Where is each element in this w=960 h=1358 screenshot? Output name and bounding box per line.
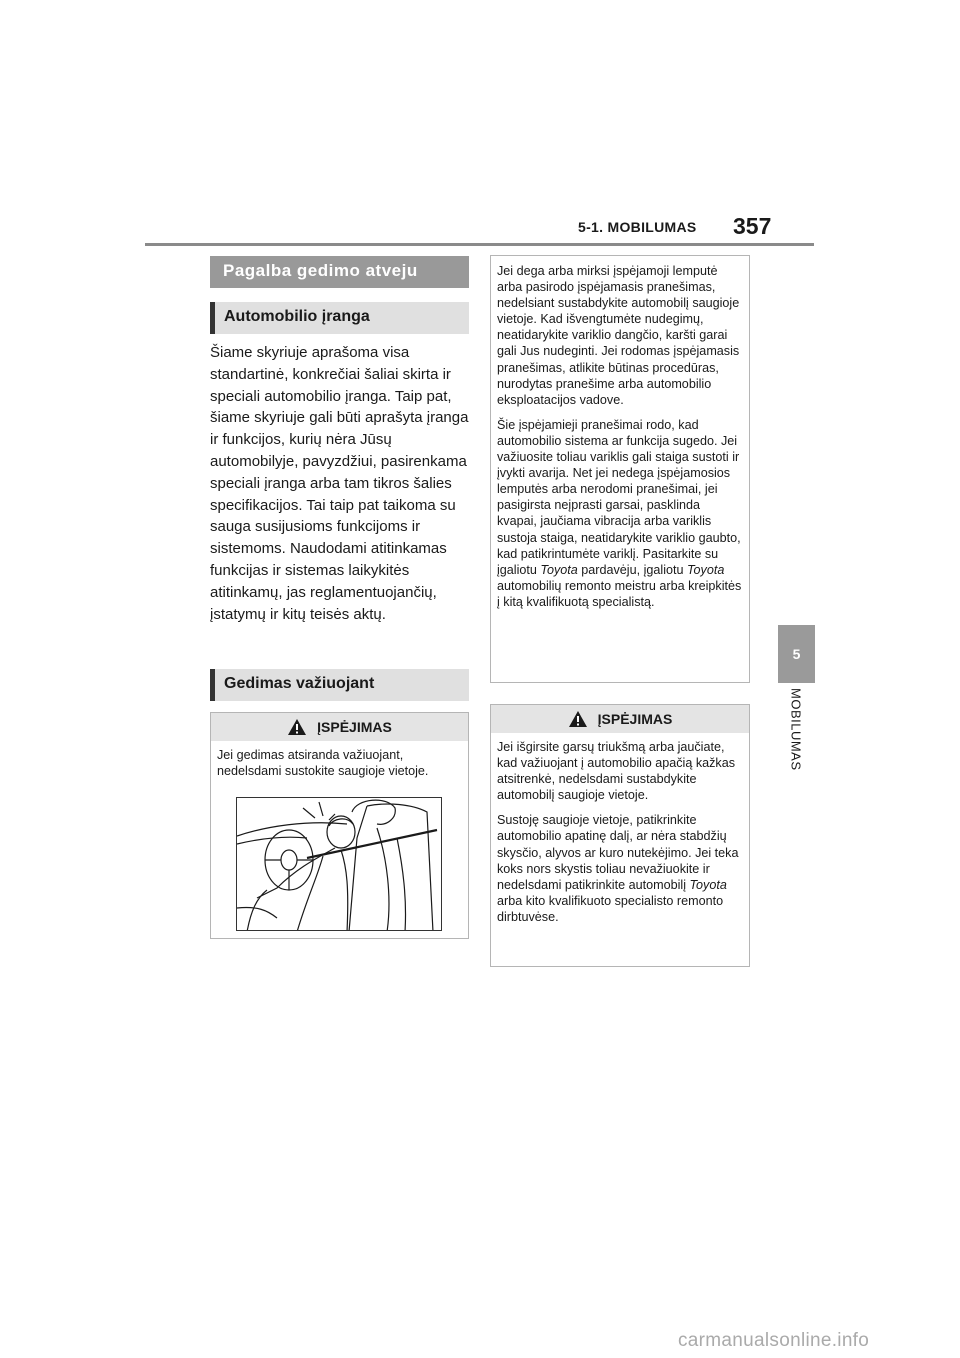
warning-paragraph-2: Sustoję saugioje vietoje, patikrinkite automobilio apatinę dalį, ar nėra stabdžių skysčio, alyvos ar kuro nutekėjimo. Jei teka koks nors skystis toliau nevažiuokite ir nedelsdami patikrinkite automobilį Toyota arba kito kvalifikuoto specialisto remonto dirbtuvėse.: [497, 813, 739, 924]
warning-box-underbody: [490, 704, 750, 967]
info-box-warning-lights: [490, 255, 750, 683]
warning-header: [211, 713, 468, 741]
section-title: Pagalba gedimo atveju: [210, 256, 469, 288]
intro-paragraph: Šiame skyriuje aprašoma visa standartinė, konkrečiai šaliai skirta ir speciali automobilio įranga. Taip pat, šiame skyriuje gali būti aprašyta įranga ir funkcijos, kurių nėra Jūsų automobilyje, pavyzdžiui, pasirenkama speciali įranga arba tam tikros šalies specifikacijos. Tai taip pat taikoma su sauga susijusioms funkcijoms ir sistemoms. Naudodami atitinkamas funkcijas ir sistemas laikykitės atitinkamų, jas reglamentuojančių, įstatymų ir kitų teisės aktų.: [210, 344, 469, 623]
warning-paragraph-1: Jei išgirsite garsų triukšmą arba jaučiate, kad važiuojant į automobilio apačią kažkas atsitrenkė, nedelsdami sustabdykite automobilį saugioje vietoje.: [497, 740, 736, 803]
brand-name: Toyota: [540, 562, 578, 577]
warning-header: [491, 705, 749, 733]
warning-paragraph: Jei gedimas atsiranda važiuojant, nedelsdami sustokite saugioje vietoje.: [217, 748, 429, 779]
subsection-title-equipment: Automobilio įranga: [210, 302, 469, 334]
warning-heading: ĮSPĖJIMAS: [597, 711, 673, 727]
brand-name: Toyota: [689, 877, 727, 892]
footer-watermark[interactable]: carmanualsonline.info: [678, 1330, 870, 1351]
info-text: [491, 256, 749, 610]
page-number: 357: [733, 213, 772, 239]
subsection-title-breakdown: Gedimas važiuojant: [210, 669, 469, 701]
brand-name: Toyota: [687, 562, 725, 577]
warning-triangle-icon: [568, 710, 588, 728]
info-paragraph-2: Šie įspėjamieji pranešimai rodo, kad automobilio sistema ar funkcija sugedo. Jei važiuosite toliau variklis gali staiga sustoti ir įvykti avarija. Net jei nedega įspėjamosios lemputės arba nerodomi pranešimai, jei pasigirsta neįprasti garsai, pasklinda kvapai, jaučiama vibracija arba variklis sustoja staiga, neatidarykite variklio gaubto, kad patikrintumėte variklį. Pasitarkite su įgaliotu Toyota pardavėju, įgaliotu Toyota automobilių remonto meistru arba kreipkitės į kitą kvalifikuotą specialistą.: [497, 417, 742, 609]
chapter-tab[interactable]: 5: [778, 625, 815, 683]
warning-text: [211, 741, 468, 779]
driver-stopping-illustration: [236, 797, 442, 931]
info-paragraph-1: Jei dega arba mirksi įspėjamoji lemputė arba pasirodo įspėjamasis pranešimas, nedelsiant sustabdykite automobilį saugioje vietoje. Kad išvengtumėte nudegimų, neatidarykite variklio dangčio, karšti garai gali Jus nudeginti. Jei rodomas įspėjamasis pranešimas, atlikite būtinas procedūras, nurodytas pranešime arba automobilio eksploatacijos vadove.: [497, 264, 740, 407]
warning-triangle-icon: [287, 718, 307, 736]
chapter-tab-label: MOBILUMAS: [788, 688, 804, 771]
header-rule: [145, 243, 814, 246]
warning-text: [491, 733, 749, 925]
running-header-section: 5-1. MOBILUMAS: [578, 219, 697, 235]
warning-heading: ĮSPĖJIMAS: [317, 719, 392, 735]
